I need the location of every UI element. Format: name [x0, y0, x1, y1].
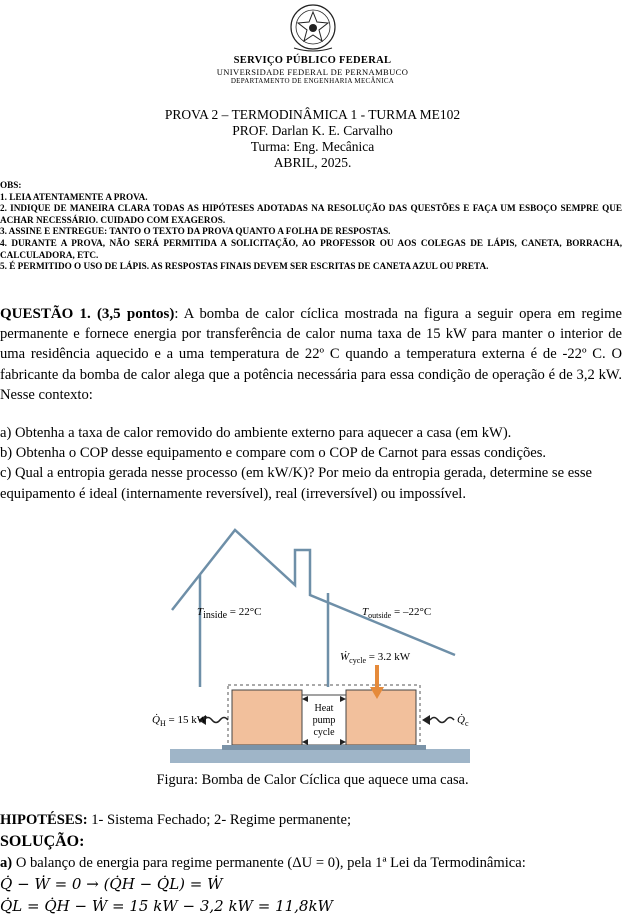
pump-label-1: Heat: [314, 703, 334, 714]
exam-date: ABRIL, 2025.: [273, 155, 352, 170]
obs-item: 3. ASSINE E ENTREGUE: TANTO O TEXTO DA PROVA QUANTO A FOLHA DE RESPOSTAS.: [0, 226, 391, 237]
figure-caption: Figura: Bomba de Calor Cíclica que aquece uma casa.: [156, 772, 469, 788]
obs-heading: OBS:: [0, 180, 22, 190]
org-line-2: UNIVERSIDADE FEDERAL DE PERNAMBUCO: [216, 67, 409, 77]
qh-wavy-arrow: [204, 718, 228, 723]
w-cycle-label: Ẇ$_{cycle}$ = 3.2 kW: [340, 651, 411, 665]
hypotheses-text: 1- Sistema Fechado; 2- Regime permanente;: [87, 812, 352, 828]
equation-2: Q̇L = Q̇H − Ẇ = 15 kW − 3,2 kW = 11,8kW: [0, 897, 333, 915]
qh-label: $Q̇_H = 15$ kW: [152, 714, 208, 728]
inside-reservoir: [232, 690, 302, 745]
item-a: a) Obtenha a taxa de calor removido do ambiente externo para aquecer a casa (em kW).: [0, 425, 512, 441]
obs-item: 2. INDIQUE DE MANEIRA CLARA TODAS AS HIPÓTESES ADOTADAS NA RESOLUÇÃO DAS QUESTÕES E FAÇA UM ESBOÇO SEMPRE QUE ACHAR NECESSÁRIO. CUIDADO COM EXAGEROS.: [0, 203, 622, 225]
outside-reservoir: [346, 690, 416, 745]
solution-label: SOLUÇÃO:: [0, 833, 85, 850]
question-1: [0, 304, 622, 405]
solution-a-label: a): [0, 855, 13, 871]
ground: [170, 749, 470, 763]
obs-item: 1. LEIA ATENTAMENTE A PROVA.: [0, 191, 148, 202]
question-label: QUESTÃO 1. (3,5 pontos): [0, 306, 175, 322]
question-items: [0, 423, 625, 504]
org-line-3: DEPARTAMENTO DE ENGENHARIA MECÂNICA: [230, 77, 395, 85]
pump-label-3: cycle: [313, 727, 335, 738]
question-text: : A bomba de calor cíclica mostrada na figura a seguir opera em regime permanente e fornece energia por transferência de calor numa taxa de 15 kW para manter o interior de uma residência aquecido e a uma temperatura de 22º C quando a temperatura externa é de -22º C. O fabricante da bomba de calor alega que a potência necessária para essa condição de operação é de 3,2 kW. Nesse contexto:: [0, 306, 622, 403]
hypotheses: [0, 812, 351, 829]
equation-1: Q̇ − Ẇ = 0 → (Q̇H − Q̇L) = Ẇ: [0, 875, 223, 893]
exam-class: Turma: Eng. Mecânica: [250, 139, 375, 154]
exam-professor: PROF. Darlan K. E. Carvalho: [232, 123, 393, 138]
obs-item: 5. É PERMITIDO O USO DE LÁPIS. AS RESPOSTAS FINAIS DEVEM SER ESCRITAS DE CANETA AZUL OU PRETA.: [0, 261, 489, 272]
qc-label: $Q̇_c$: [457, 714, 469, 728]
t-outside-label: $T_{outside} = -22^\circ C$: [362, 606, 432, 620]
item-b: b) Obtenha o COP desse equipamento e compare com o COP de Carnot para essas condições.: [0, 445, 547, 462]
solution-a: [0, 855, 526, 872]
org-line-1: SERVIÇO PÚBLICO FEDERAL: [233, 55, 392, 66]
hypotheses-label: HIPOTÉSES:: [0, 812, 88, 828]
observations: [0, 180, 622, 273]
pump-label-2: pump: [312, 715, 336, 726]
qc-wavy-arrow: [430, 718, 454, 723]
obs-item: 4. DURANTE A PROVA, NÃO SERÁ PERMITIDA A SOLICITAÇÃO, AO PROFESSOR OU AOS COLEGAS DE LÁPIS, CANETA, BORRACHA, CALCULADORA, ETC.: [0, 237, 622, 260]
solution-a-text: O balanço de energia para regime permanente (ΔU = 0), pela 1ª Lei da Termodinâmica:: [12, 855, 526, 871]
university-seal-icon: [288, 2, 338, 54]
exam-header: [0, 107, 625, 171]
exam-title: PROVA 2 – TERMODINÂMICA 1 - TURMA ME102: [164, 107, 461, 122]
t-inside-label: Tinside = 22°C: [197, 606, 262, 621]
heat-pump-figure: [152, 515, 470, 765]
item-c: c) Qual a entropia gerada nesse processo (em kW/K)? Por meio da entropia gerada, determine se esse equipamento é ideal (internamente reversível), real (irreversível) ou impossível.: [0, 465, 593, 502]
